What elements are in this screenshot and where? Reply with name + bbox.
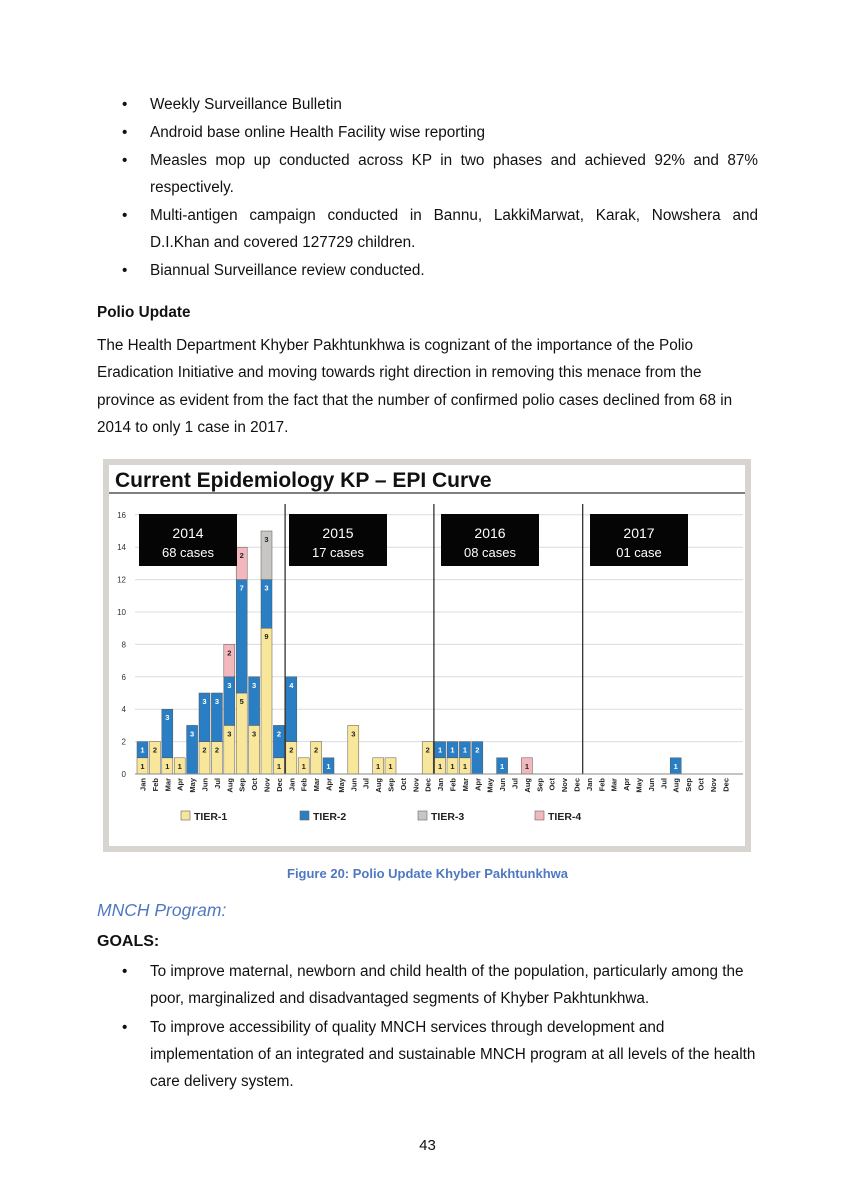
x-tick-label: Sep	[684, 778, 694, 792]
x-tick-label: May	[188, 778, 198, 793]
x-tick-label: Feb	[597, 778, 607, 792]
x-tick-label: Feb	[448, 778, 458, 792]
y-tick-label: 8	[121, 640, 126, 650]
x-tick-label: May	[485, 778, 495, 793]
x-tick-label: Oct	[547, 778, 557, 791]
legend-label: TIER-1	[194, 811, 228, 823]
x-tick-label: Jun	[200, 778, 210, 792]
x-tick-label: Jun	[498, 778, 508, 792]
polio-paragraph: The Health Department Khyber Pakhtunkhwa is cognizant of the importance of the Polio Eradication Initiative and moving towards right direction in removing this menace from the province as evident from the fact that the number of confirmed polio cases declined from 68 in 2014 to only 1 case in 2017.	[97, 337, 733, 436]
x-tick-label: Jan	[584, 778, 594, 791]
bar-value-label: 3	[252, 729, 257, 739]
bar-value-label: 1	[326, 761, 331, 771]
bar-value-label: 7	[239, 583, 244, 593]
bar-value-label: 1	[438, 761, 443, 771]
x-tick-label: Jan	[436, 778, 446, 791]
bullet-item: • To improve accessibility of quality MNCH services through development and implementation of an integrated and sustainable MNCH program at all levels of the health care delivery system.	[150, 1014, 758, 1095]
year-box-year: 2014	[172, 525, 204, 541]
x-tick-label: Apr	[175, 778, 185, 791]
polio-heading: Polio Update	[97, 304, 191, 321]
x-tick-label: Mar	[163, 778, 173, 792]
x-tick-label: Jul	[361, 778, 371, 789]
bar-value-label: 9	[264, 632, 269, 642]
bar-value-label: 3	[202, 697, 207, 706]
x-tick-label: Sep	[237, 778, 247, 792]
bar-value-label: 1	[301, 761, 306, 771]
x-tick-label: Dec	[274, 778, 284, 792]
bar-value-label: 2	[239, 551, 244, 561]
x-tick-label: Oct	[398, 778, 408, 791]
y-tick-label: 6	[121, 672, 126, 682]
bullet-item: • Multi-antigen campaign conducted in Bannu, LakkiMarwat, Karak, Nowshera and D.I.Khan and covered 127729 children.	[150, 202, 758, 256]
x-tick-label: Apr	[473, 778, 483, 791]
bar-value-label: 2	[202, 745, 207, 755]
x-tick-label: Jul	[659, 778, 669, 789]
page-number: 43	[419, 1137, 436, 1154]
bar-value-label: 1	[450, 761, 455, 771]
bullet-icon: •	[122, 96, 128, 113]
x-tick-label: Nov	[708, 778, 718, 793]
x-tick-label: Mar	[312, 778, 322, 792]
bullet-icon: •	[122, 262, 128, 279]
bar-value-label: 3	[227, 729, 232, 739]
x-tick-label: Nov	[411, 778, 421, 793]
bullet-icon: •	[122, 1019, 128, 1036]
bar-value-label: 5	[239, 697, 244, 706]
bar-value-label: 2	[289, 745, 294, 755]
bar-value-label: 4	[289, 680, 294, 690]
y-tick-label: 14	[117, 543, 126, 553]
bar-value-label: 1	[500, 761, 505, 771]
x-tick-label: Nov	[560, 778, 570, 793]
x-tick-label: Mar	[609, 778, 619, 792]
bar-value-label: 2	[475, 745, 480, 755]
bar-value-label: 1	[276, 761, 281, 771]
bar-value-label: 1	[462, 745, 467, 755]
x-tick-label: Sep	[535, 778, 545, 792]
goals-heading: GOALS:	[97, 933, 160, 950]
x-tick-label: Jul	[510, 778, 520, 789]
year-box	[441, 514, 539, 566]
bar-value-label: 3	[190, 729, 195, 739]
x-tick-label: Nov	[262, 778, 272, 793]
x-tick-label: Mar	[460, 778, 470, 792]
x-tick-label: Apr	[622, 778, 632, 791]
epi-curve-chart	[103, 459, 751, 852]
bar-value-label: 3	[165, 713, 170, 723]
year-box-cases: 17 cases	[311, 545, 365, 560]
year-box-year: 2017	[623, 525, 655, 541]
legend-label: TIER-4	[548, 811, 582, 823]
y-tick-label: 0	[121, 770, 126, 779]
bar-value-label: 2	[276, 729, 281, 739]
bar-value-label: 1	[388, 761, 393, 771]
year-box-cases: 68 cases	[161, 545, 215, 560]
legend-label: TIER-2	[313, 811, 347, 823]
bar-value-label: 3	[264, 535, 269, 544]
x-tick-label: Oct	[250, 778, 260, 791]
x-tick-label: Dec	[572, 778, 582, 792]
bar-value-label: 1	[177, 761, 182, 771]
bar-value-label: 1	[462, 761, 467, 771]
x-tick-label: Aug	[374, 778, 384, 793]
x-tick-label: Dec	[423, 778, 433, 792]
year-box-cases: 01 case	[616, 545, 662, 560]
legend-label: TIER-3	[431, 811, 465, 823]
x-tick-label: Jan	[138, 778, 148, 791]
y-tick-label: 2	[121, 737, 126, 747]
x-tick-label: Jun	[349, 778, 359, 792]
legend-swatch	[535, 811, 544, 820]
bar-value-label: 3	[214, 697, 219, 706]
bullet-item: • Biannual Surveillance review conducted.	[150, 257, 758, 284]
bar-value-label: 1	[165, 761, 170, 771]
bullet-item: • Weekly Surveillance Bulletin	[150, 91, 758, 118]
bar-value-label: 1	[438, 745, 443, 755]
bar-value-label: 3	[227, 680, 232, 690]
bar-value-label: 1	[140, 745, 145, 755]
bar-value-label: 3	[252, 680, 257, 690]
bar-value-label: 2	[314, 745, 319, 755]
bar-value-label: 2	[152, 745, 157, 755]
bar-value-label: 2	[214, 745, 219, 755]
bar-value-label: 1	[673, 761, 678, 771]
x-tick-label: Apr	[324, 778, 334, 791]
x-tick-label: May	[336, 778, 346, 793]
bullet-item: • Android base online Health Facility wise reporting	[150, 119, 758, 146]
year-box-year: 2016	[474, 525, 506, 541]
bullet-item: • To improve maternal, newborn and child health of the population, particularly among the poor, marginalized and disadvantaged segments of Khyber Pakhtunkhwa.	[150, 958, 758, 1012]
year-box	[289, 514, 387, 566]
year-box	[590, 514, 688, 566]
x-tick-label: Aug	[225, 778, 235, 793]
figure-caption: Figure 20: Polio Update Khyber Pakhtunkhwa	[287, 866, 568, 881]
bar-value-label: 3	[351, 729, 356, 739]
bar-value-label: 3	[264, 583, 269, 593]
bar-segment	[236, 580, 247, 693]
legend-swatch	[181, 811, 190, 820]
x-tick-label: Sep	[386, 778, 396, 792]
x-tick-label: Dec	[721, 778, 731, 792]
x-tick-label: Jul	[212, 778, 222, 789]
bullet-icon: •	[122, 124, 128, 141]
y-tick-label: 10	[117, 608, 126, 617]
legend-swatch	[300, 811, 309, 820]
x-tick-label: Oct	[696, 778, 706, 791]
bar-value-label: 2	[227, 648, 232, 658]
year-box	[139, 514, 237, 566]
x-tick-label: Jan	[287, 778, 297, 791]
epi-curve-figure	[103, 459, 751, 852]
y-tick-label: 12	[117, 575, 126, 585]
x-tick-label: May	[634, 778, 644, 793]
x-tick-label: Aug	[671, 778, 681, 793]
bar-value-label: 1	[376, 761, 381, 771]
bullet-icon: •	[122, 963, 128, 980]
bar-value-label: 2	[425, 745, 430, 755]
x-tick-label: Feb	[299, 778, 309, 792]
legend-swatch	[418, 811, 427, 820]
bar-value-label: 1	[450, 745, 455, 755]
y-tick-label: 16	[117, 510, 126, 520]
year-box-cases: 08 cases	[463, 545, 517, 560]
bullet-icon: •	[122, 152, 128, 169]
x-tick-label: Aug	[522, 778, 532, 793]
mnch-title: MNCH Program:	[97, 900, 227, 920]
bullet-icon: •	[122, 207, 128, 224]
y-tick-label: 4	[121, 705, 126, 715]
year-box-year: 2015	[322, 525, 354, 541]
bar-segment	[261, 628, 272, 774]
bar-value-label: 1	[524, 761, 529, 771]
x-tick-label: Jun	[646, 778, 656, 792]
bar-value-label: 1	[140, 761, 145, 771]
bullet-item: • Measles mop up conducted across KP in two phases and achieved 92% and 87% respectively.	[150, 147, 758, 201]
x-tick-label: Feb	[150, 778, 160, 792]
chart-title: Current Epidemiology KP – EPI Curve	[115, 469, 492, 492]
